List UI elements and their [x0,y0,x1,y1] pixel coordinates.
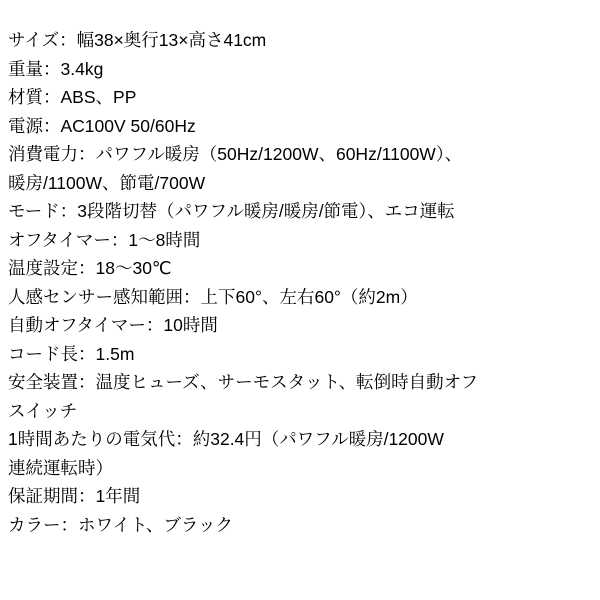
spec-line: サイズ：幅38×奥行13×高さ41cm [8,30,267,50]
spec-line: 電源：AC100V 50/60Hz [8,115,196,136]
spec-line: 連続運転時） [8,457,113,478]
spec-line: 1時間あたりの電気代：約32.4円（パワフル暖房/1200W [8,429,444,449]
spec-line: コード長：1.5m [8,343,135,364]
spec-line: 材質：ABS、PP [8,87,137,107]
spec-line: 安全装置：温度ヒューズ、サーモスタット、転倒時自動オフ [8,372,479,392]
spec-line: 温度設定：18〜30℃ [8,258,172,278]
spec-line: 人感センサー感知範囲：上下60°、左右60°（約2m） [8,286,418,307]
spec-line: 保証期間：1年間 [8,486,141,506]
spec-line: モード：3段階切替（パワフル暖房/暖房/節電）、エコ運転 [8,201,455,221]
spec-line: カラー：ホワイト、ブラック [8,514,234,535]
spec-line: 消費電力：パワフル暖房（50Hz/1200W、60Hz/1100W）、 [8,144,463,164]
spec-line: 自動オフタイマー：10時間 [8,315,218,335]
specification-list [8,26,592,539]
spec-line: 暖房/1100W、節電/700W [8,172,206,193]
spec-line: スイッチ [8,400,78,421]
spec-line: 重量：3.4kg [8,58,104,79]
spec-line: オフタイマー：1〜8時間 [8,229,201,250]
